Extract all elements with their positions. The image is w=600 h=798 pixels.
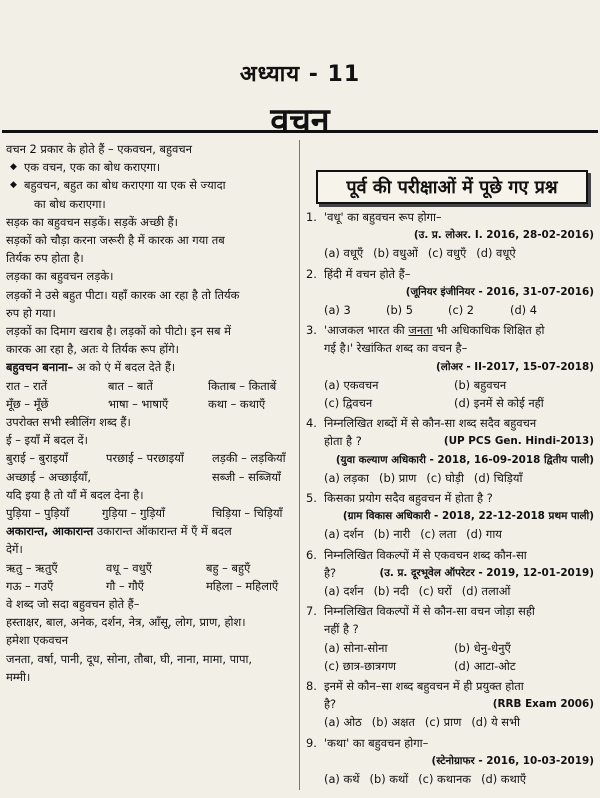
question-line <box>306 564 594 582</box>
example: बहु – बहुएँ <box>206 560 251 575</box>
option: (b) 5 <box>386 303 413 318</box>
text-line: उपरोक्त सभी स्त्रीलिंग शब्द हैं। <box>6 415 131 430</box>
text-line: कारक आ रहा है, अतः ये तिर्यक रूप होंगे। <box>6 342 179 357</box>
options <box>306 469 594 487</box>
example: गुड़िया – गुड़ियाँ <box>102 506 165 521</box>
option: (a) एकवचन <box>324 377 379 392</box>
question <box>306 677 594 732</box>
question-number: 2. <box>306 266 317 281</box>
option: (a) लड़का <box>324 470 370 485</box>
title-rule <box>2 130 598 133</box>
question <box>306 414 594 487</box>
question-text: निम्नलिखित विकल्पों में से एकवचन शब्द कौन-सा <box>324 547 527 562</box>
question-text: 'आजकल भारत की <box>324 323 409 338</box>
text-line: लड़कों का दिमाग खराब है। लड़कों को पीटो। इन सब में <box>6 324 231 339</box>
options <box>306 376 594 412</box>
question-number: 7. <box>306 604 317 619</box>
chapter-title: वचन <box>270 101 330 141</box>
option: (a) वधूएँ <box>324 246 364 261</box>
example-row <box>6 468 296 486</box>
question-text: निम्नलिखित शब्दों में से कौन-सा शब्द सदैव बहुवचन <box>324 416 537 431</box>
question <box>306 321 594 412</box>
example: किताब – किताबें <box>208 378 277 393</box>
question <box>306 734 594 789</box>
bullet-item: ◆ बहुवचन, बहुत का बोध कराएगा या एक से ज्यादा <box>6 176 296 194</box>
question-text: हिंदी में वचन होते हैं– <box>324 266 411 281</box>
rule-line <box>6 358 296 376</box>
option: (b) नदी <box>373 584 409 599</box>
option: (d) 4 <box>510 303 537 318</box>
question-source: (युवा कल्याण अधिकारी - 2018, 16-09-2018 द्वितीय पाली) <box>335 453 594 466</box>
option: (a) 3 <box>324 303 351 318</box>
pyq-heading: पूर्व की परीक्षाओं में पूछे गए प्रश्न <box>316 170 588 204</box>
text-line: हमेशा एकवचन <box>6 633 69 648</box>
option: (b) धेनु-धेनुएँ <box>454 640 511 655</box>
example: वधू – वधुएँ <box>106 560 152 575</box>
example: पुड़िया – पुड़ियाँ <box>6 506 70 521</box>
example: परछाई – परछाइयाँ <box>106 451 184 466</box>
question-source: (UP PCS Gen. Hindi-2013) <box>443 435 594 448</box>
option: (d) कथाएँ <box>481 772 527 787</box>
example: महिला – महिलाएँ <box>206 578 279 593</box>
question-text: 'वधू' का बहुवचन रूप होगा– <box>324 210 442 224</box>
text-line: वचन 2 प्रकार के होते हैं – एकवचन, बहुवचन <box>6 142 192 156</box>
rule-heading: बहुवचन बनाना– <box>6 360 74 375</box>
option: (c) कथानक <box>418 772 472 787</box>
options <box>306 244 594 262</box>
question-number: 3. <box>306 323 317 338</box>
question-source: (ग्राम विकास अधिकारी - 2018, 22-12-2018 प्रथम पाली) <box>342 510 594 523</box>
right-column <box>306 206 594 788</box>
example: अच्छाई – अच्छाईयाँ, <box>6 469 91 484</box>
question-number: 4. <box>306 416 317 431</box>
question-text: है? <box>324 697 337 712</box>
option: (c) घरों <box>418 584 452 599</box>
question-text: भी अधिकाधिक शिक्षित हो <box>432 323 545 338</box>
example: गऊ – गउएँ <box>6 578 54 593</box>
question-number: 8. <box>306 679 317 694</box>
option: (a) ओठ <box>324 715 362 730</box>
options <box>306 639 594 675</box>
example: लड़की – लड़कियाँ <box>212 451 286 466</box>
text-line: मम्मी। <box>6 669 31 684</box>
option: (d) चिड़ियाँ <box>473 470 523 485</box>
options <box>306 713 594 731</box>
example: सब्जी – सब्जियाँ <box>212 469 281 484</box>
option: (a) दर्शन <box>324 527 364 542</box>
question-text: नहीं है ? <box>324 622 359 637</box>
text-line: लड़कों ने उसे बहुत पीटा। यहाँ कारक आ रहा है तो तिर्यक <box>6 287 240 302</box>
example-row <box>6 577 296 595</box>
example: चिड़िया – चिड़ियाँ <box>212 506 283 521</box>
option: (b) कथों <box>369 772 409 787</box>
option: (c) 2 <box>448 303 475 318</box>
options <box>306 770 594 788</box>
example: भाषा – भाषाएँ <box>108 396 169 411</box>
text-line: जनता, वर्षा, पानी, दूध, सोना, तौबा, घी, नाना, मामा, पापा, <box>6 651 253 666</box>
left-column <box>6 140 296 686</box>
text-line: हस्ताक्षर, बाल, अनेक, दर्शन, नेत्र, आँसू, लोग, प्राण, होश। <box>6 615 246 630</box>
text-line: रुप हो गया। <box>6 305 56 320</box>
example: बुराई – बुराइयाँ <box>6 451 68 466</box>
options <box>306 582 594 600</box>
question-text: इनमें से कौन–सा शब्द बहुवचन में ही प्रयुक्त होता <box>324 679 524 694</box>
text-line: यदि इया है तो याँ में बदल देना है। <box>6 487 144 502</box>
question-line <box>306 432 594 450</box>
question-source: (उ. प्र. लोअर. I. 2016, 28-02-2016) <box>413 229 594 242</box>
options <box>306 301 594 319</box>
question-source: (स्टेनोग्राफर - 2016, 10-03-2019) <box>431 754 594 767</box>
question-text: 'कथा' का बहुवचन होगा– <box>324 735 429 750</box>
option: (d) ये सभी <box>471 715 520 730</box>
rule-text: अ को एं में बदल देते हैं। <box>73 360 176 375</box>
example: रात – रातें <box>6 378 48 393</box>
option: (c) छात्र-छात्रगण <box>324 658 396 673</box>
example: मूँछ – मूँछें <box>6 396 49 411</box>
option: (d) गाय <box>466 527 502 542</box>
question-source: (लोअर - II-2017, 15-07-2018) <box>436 360 594 373</box>
question <box>306 265 594 320</box>
question-number: 6. <box>306 547 317 562</box>
question-source: (RRB Exam 2006) <box>492 698 594 711</box>
option: (b) अक्षत <box>371 715 415 730</box>
option: (a) कथें <box>324 772 360 787</box>
question-source: (उ. प्र. दूरभूवेल ऑपरेटर - 2019, 12-01-2019) <box>379 566 594 579</box>
question-text: होता है ? <box>324 434 362 449</box>
example: ऋतु – ऋतुएँ <box>6 560 58 575</box>
rule-line <box>6 522 296 540</box>
option: (b) बहुवचन <box>454 377 507 392</box>
question-line <box>306 695 594 713</box>
text-line: सड़कों को चौड़ा करना जरूरी है में कारक आ गया तब <box>6 233 225 248</box>
chapter-number: अध्याय - 11 <box>239 62 361 87</box>
question <box>306 489 594 544</box>
text-line: तिर्यक रुप होता है। <box>6 251 84 266</box>
question <box>306 602 594 675</box>
example: गौ – गौएँ <box>106 578 144 593</box>
option: (a) सोना-सोना <box>324 640 388 655</box>
text-line: का बोध कराएगा। <box>34 196 106 211</box>
example: कथा – कथाएँ <box>208 396 266 411</box>
question-text: निम्नलिखित विकल्पों में से कौन-सा वचन जोड़ा सही <box>324 604 535 619</box>
text-line: देगें। <box>6 542 23 557</box>
option: (c) लता <box>420 527 457 542</box>
question-source: (जूनियर इंजीनियर - 2016, 31-07-2016) <box>405 285 594 298</box>
question-text: किसका प्रयोग सदैव बहुवचन में होता है ? <box>324 491 493 506</box>
question-text: है? <box>324 565 337 580</box>
example-row <box>6 504 296 522</box>
example-row <box>6 395 296 413</box>
question-text: गई है।' रेखांकित शब्द का वचन है– <box>324 341 468 356</box>
option: (b) प्राण <box>379 470 417 485</box>
option: (b) नारी <box>373 527 411 542</box>
option: (d) वधूऐ <box>476 246 516 261</box>
option: (a) दर्शन <box>324 584 364 599</box>
text-line: सड़क का बहुवचन सड़कें। सड़कें अच्छी हैं। <box>6 214 179 229</box>
underlined-word: जनता <box>408 323 433 338</box>
option: (c) वधुएँ <box>427 246 467 261</box>
option: (c) प्राण <box>424 715 462 730</box>
question <box>306 546 594 601</box>
example: बात – बातें <box>108 378 153 393</box>
option: (d) तलाओं <box>461 584 511 599</box>
example-row <box>6 559 296 577</box>
column-divider <box>299 140 300 790</box>
text-line: लड़का का बहुवचन लड़के। <box>6 269 114 284</box>
option: (d) इनमें से कोई नहीं <box>454 396 544 411</box>
question-number: 5. <box>306 491 317 506</box>
options <box>306 525 594 543</box>
bullet-item: ◆ एक वचन, एक का बोध कराएगा। <box>6 158 296 176</box>
example-row <box>6 449 296 467</box>
question-number: 9. <box>306 735 317 750</box>
text-line: ई – इयाँ में बदल दें। <box>6 433 88 448</box>
example-row <box>6 377 296 395</box>
question-number: 1. <box>306 210 317 224</box>
text-line: वे शब्द जो सदा बहुवचन होते हैं– <box>6 597 140 612</box>
rule-text: उकारान्त ऑकारान्त में एँ में बदल <box>93 524 232 539</box>
option: (c) द्विवचन <box>324 396 373 411</box>
question <box>306 208 594 263</box>
rule-heading: अकारान्त, आकारान्त <box>6 524 94 539</box>
option: (b) वधुओं <box>373 246 418 261</box>
option: (c) घोड़ी <box>426 470 464 485</box>
option: (d) आटा-ओट <box>454 658 516 673</box>
